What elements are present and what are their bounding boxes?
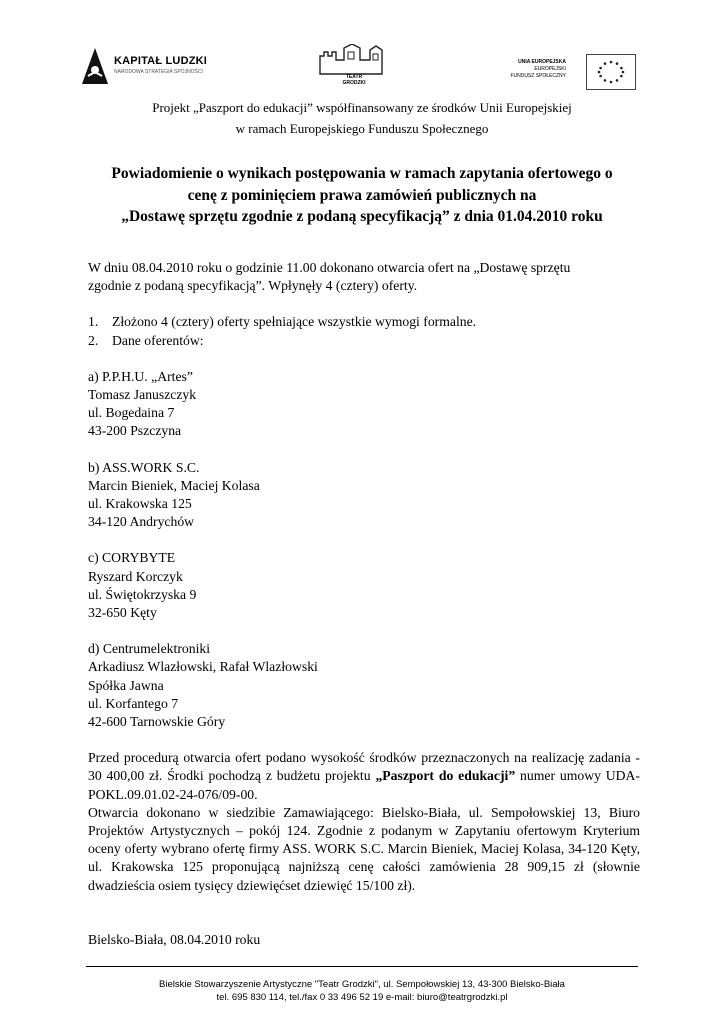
funds-paragraph <box>88 749 640 804</box>
funds-text-pre: Przed procedurą otwarcia ofert podano wysokość środków przeznaczonych na realizację zadania - 30 400,00 zł. Środki pochodzą z budżetu projektu <box>88 750 640 784</box>
offeror-line: Marcin Bieniek, Maciej Kolasa <box>88 477 260 493</box>
footer <box>0 978 724 1004</box>
offeror-heading: a) P.P.H.U. „Artes” <box>88 368 193 384</box>
footer-contact: tel. 695 830 114, tel./fax 0 33 496 52 19 e-mail: biuro@teatrgrodzki.pl <box>216 992 508 1003</box>
kapital-ludzki-emblem-icon <box>80 46 110 86</box>
offeror-line: 32-650 Kęty <box>88 605 157 621</box>
title-line-3: „Dostawę sprzętu zgodnie z podaną specyfikacją” z dnia 01.04.2010 roku <box>121 208 603 225</box>
offeror-line: Arkadiusz Wlazłowski, Rafał Wlazłowski <box>88 659 318 675</box>
list-number: 2. <box>88 332 99 348</box>
offeror-line: 42-600 Tarnowskie Góry <box>88 714 226 730</box>
offeror-line: Tomasz Januszczyk <box>88 387 197 403</box>
offeror-line: Spółka Jawna <box>88 677 164 693</box>
result-paragraph: Otwarcia dokonano w siedzibie Zamawiającego: Bielsko-Biała, ul. Sempołowskiej 13, Biuro Projektów Artystycznych – pokój 124. Zgodnie z podanym w Zapytaniu ofertowym Kryterium oceny oferty wybrano ofertę firmy ASS. WORK S.C. Marcin Bieniek, Maciej Kolasa, 34-120 Kęty, ul. Krakowska 125 proponującą najniższą cenę całości zamówienia 28 909,15 zł (słownie dwadzieścia osiem tysięcy dziewięćset dziewięć 15/100 zł). <box>88 804 640 893</box>
kapital-ludzki-title: KAPITAŁ LUDZKI <box>114 55 208 67</box>
teatr-grodzki-logo <box>314 44 394 90</box>
footer-address: Bielskie Stowarzyszenie Artystyczne "Teatr Grodzki", ul. Sempołowskiej 13, 43-300 Bielsko-Biała <box>159 979 565 990</box>
offeror-heading: d) Centrumelektroniki <box>88 641 211 657</box>
list-item <box>88 313 640 331</box>
offeror-line: ul. Świętokrzyska 9 <box>88 586 197 602</box>
list-item <box>88 332 640 350</box>
list-text: Dane oferentów: <box>112 332 204 348</box>
ue-line2: EUROPEJSKI <box>534 66 566 72</box>
grodzki-label: GRODZKI <box>342 80 366 86</box>
offeror-line: 43-200 Pszczyna <box>88 423 182 439</box>
title-line-2: cenę z pominięciem prawa zamówień publicznych na <box>187 186 537 204</box>
intro-line-1: W dniu 08.04.2010 roku o godzinie 11.00 dokonano otwarcia ofert na „Dostawę sprzętu <box>88 260 571 275</box>
offeror-b <box>88 459 640 532</box>
eu-flag-icon <box>586 54 636 90</box>
offeror-a <box>88 368 640 441</box>
funds-text-post: numer umowy UDA-POKL.09.01.02-24-076/09-00. <box>88 768 640 802</box>
footer-divider <box>86 966 638 967</box>
intro-line-2: zgodnie z podaną specyfikacją”. Wpłynęły 4 (cztery) oferty. <box>88 278 418 294</box>
offeror-line: ul. Krakowska 125 <box>88 496 192 512</box>
title-line-1: Powiadomienie o wynikach postępowania w ramach zapytania ofertowego o <box>111 165 613 182</box>
offeror-c <box>88 549 640 622</box>
offeror-heading: c) CORYBYTE <box>88 550 176 566</box>
project-line-1: Projekt „Paszport do edukacji” współfinansowany ze środków Unii Europejskiej <box>152 100 572 115</box>
project-line-2: w ramach Europejskiego Funduszu Społecznego <box>235 121 489 136</box>
kapital-ludzki-subtitle: NARODOWA STRATEGIA SPÓJNOŚCI <box>114 69 203 75</box>
offeror-line: ul. Bogedaina 7 <box>88 405 175 421</box>
offeror-line: 34-120 Andrychów <box>88 514 195 530</box>
castle-icon <box>314 44 394 76</box>
document-title <box>60 163 664 228</box>
offeror-line: ul. Korfantego 7 <box>88 695 179 711</box>
kapital-ludzki-logo <box>80 46 220 88</box>
project-name-bold: „Paszport do edukacji” <box>375 768 516 784</box>
offeror-line: Ryszard Korczyk <box>88 568 183 584</box>
list-number: 1. <box>88 314 99 330</box>
ue-title: UNIA EUROPEJSKA <box>518 59 566 65</box>
ue-line3: FUNDUSZ SPOŁECZNY <box>510 73 566 79</box>
offeror-heading: b) ASS.WORK S.C. <box>88 459 200 475</box>
ue-efs-logo <box>500 51 636 91</box>
project-statement <box>0 97 724 139</box>
document-body <box>88 259 640 949</box>
place-date: Bielsko-Biała, 08.04.2010 roku <box>88 931 261 947</box>
list-text: Złożono 4 (cztery) oferty spełniające wszystkie wymogi formalne. <box>112 314 477 330</box>
offeror-d <box>88 640 640 731</box>
teatr-label: TEATR <box>345 74 363 80</box>
